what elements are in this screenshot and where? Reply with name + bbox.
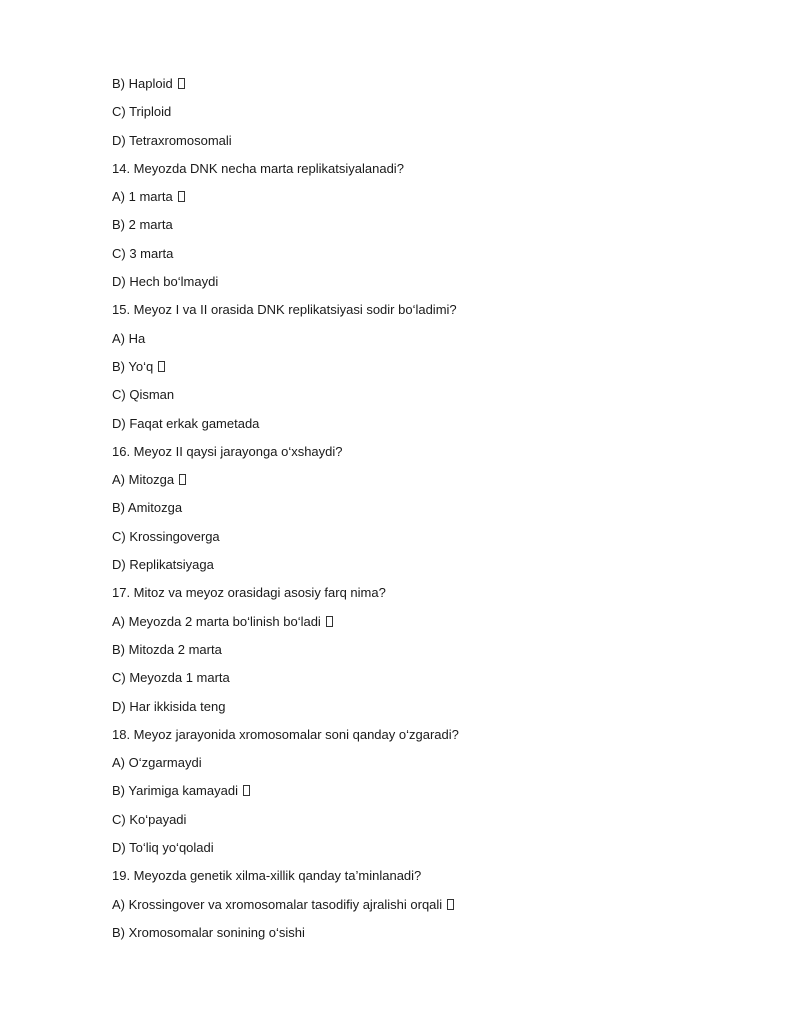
answer-option: [112, 469, 752, 497]
answer-option: [112, 186, 752, 214]
option-label: A) Krossingover va xromosomalar tasodifiy ajralishi orqali: [112, 896, 443, 912]
option-label: A) Meyozda 2 marta bo‘linish bo‘ladi: [112, 613, 321, 629]
option-label: A) Ha: [112, 330, 146, 346]
option-label: B) Mitozda 2 marta: [112, 641, 222, 657]
answer-option: [112, 271, 752, 299]
option-label: C) 3 marta: [112, 245, 174, 261]
correct-answer-marker-icon: [178, 78, 185, 89]
answer-option: [112, 73, 752, 101]
option-label: D) Faqat erkak gametada: [112, 415, 260, 431]
option-label: A) O‘zgarmaydi: [112, 755, 202, 771]
answer-option: [112, 101, 752, 129]
answer-option: [112, 922, 752, 950]
option-label: C) Ko‘payadi: [112, 811, 187, 827]
question-text: [112, 582, 752, 610]
question-text: [112, 299, 752, 327]
option-label: B) Yarimiga kamayadi: [112, 783, 238, 799]
option-label: D) Hech bo‘lmaydi: [112, 274, 219, 290]
question-label: 18. Meyoz jarayonida xromosomalar soni qanday o‘zgaradi?: [112, 726, 459, 742]
option-label: C) Meyozda 1 marta: [112, 670, 230, 686]
question-list: [112, 73, 752, 950]
option-label: B) 2 marta: [112, 217, 173, 233]
correct-answer-marker-icon: [326, 616, 333, 627]
correct-answer-marker-icon: [158, 361, 165, 372]
question-label: 19. Meyozda genetik xilma-xillik qanday ta’minlanadi?: [112, 868, 422, 884]
answer-option: [112, 526, 752, 554]
option-label: D) To‘liq yo‘qoladi: [112, 840, 214, 856]
answer-option: [112, 384, 752, 412]
answer-option: [112, 667, 752, 695]
question-label: 16. Meyoz II qaysi jarayonga o‘xshaydi?: [112, 443, 343, 459]
answer-option: [112, 809, 752, 837]
option-label: B) Xromosomalar sonining o‘sishi: [112, 924, 305, 940]
answer-option: [112, 894, 752, 922]
answer-option: [112, 780, 752, 808]
option-label: A) Mitozga: [112, 472, 175, 488]
answer-option: [112, 696, 752, 724]
option-label: D) Replikatsiyaga: [112, 557, 214, 573]
option-label: B) Amitozga: [112, 500, 183, 516]
option-label: D) Tetraxromosomali: [112, 132, 232, 148]
answer-option: [112, 497, 752, 525]
answer-option: [112, 243, 752, 271]
question-text: [112, 158, 752, 186]
option-label: A) 1 marta: [112, 189, 173, 205]
answer-option: [112, 214, 752, 242]
correct-answer-marker-icon: [178, 191, 185, 202]
answer-option: [112, 639, 752, 667]
question-label: 15. Meyoz I va II orasida DNK replikatsiyasi sodir bo‘ladimi?: [112, 302, 457, 318]
question-label: 17. Mitoz va meyoz orasidagi asosiy farq nima?: [112, 585, 386, 601]
answer-option: [112, 130, 752, 158]
answer-option: [112, 611, 752, 639]
option-label: C) Qisman: [112, 387, 175, 403]
option-label: B) Yo‘q: [112, 358, 154, 374]
answer-option: [112, 837, 752, 865]
answer-option: [112, 413, 752, 441]
answer-option: [112, 752, 752, 780]
question-text: [112, 724, 752, 752]
option-label: D) Har ikkisida teng: [112, 698, 226, 714]
question-text: [112, 865, 752, 893]
correct-answer-marker-icon: [447, 899, 454, 910]
answer-option: [112, 356, 752, 384]
answer-option: [112, 328, 752, 356]
option-label: C) Triploid: [112, 104, 172, 120]
option-label: C) Krossingoverga: [112, 528, 220, 544]
correct-answer-marker-icon: [243, 785, 250, 796]
option-label: B) Haploid: [112, 76, 173, 91]
answer-option: [112, 554, 752, 582]
correct-answer-marker-icon: [179, 474, 186, 485]
question-text: [112, 441, 752, 469]
question-label: 14. Meyozda DNK necha marta replikatsiyalanadi?: [112, 160, 404, 176]
